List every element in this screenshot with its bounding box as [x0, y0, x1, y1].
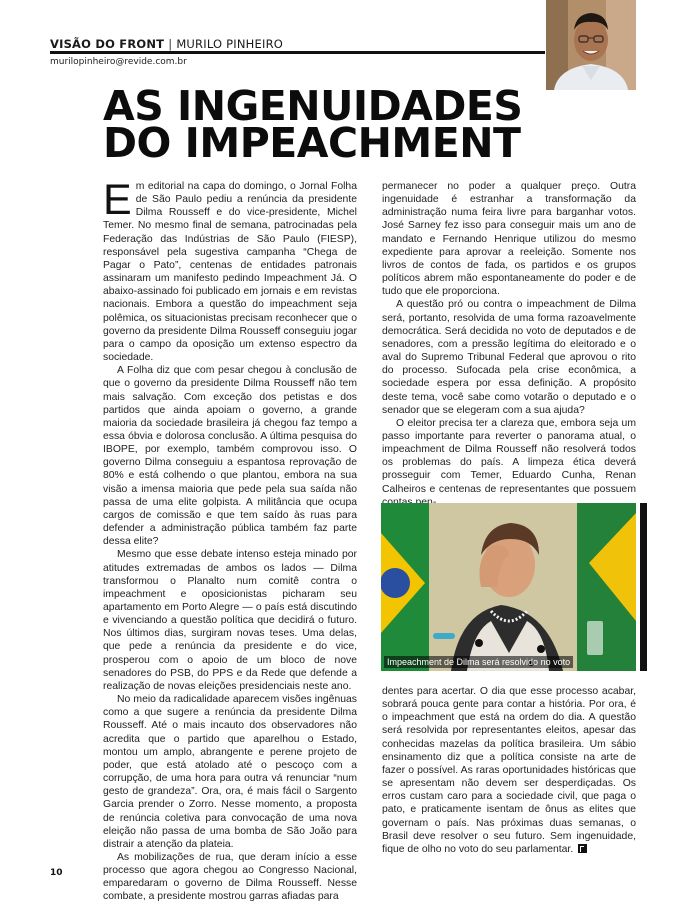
paragraph: dentes para acertar. O dia que esse processo acabar, sobrará pouca gente para contar a história. Por ora, é o impeachment que está na ordem do dia. A questão será resolvida por representantes eleitos, apesar das conhecidas mazelas da política brasileira. Um sábio ensinamento diz que a política consiste na arte de fazer o possível. As raras oportunidades históricas que se apresentam não devem ser desperdiçadas. Os erros custam caro para a sociedade civil, que paga o pato, e praticamente isentam de ônus as elites que governam o país. Nas próximas duas semanas, o Brasil deve resolver o seu futuro. Sem ingenuidade, fique de olho no voto do seu parlamentar.: [382, 686, 636, 855]
photo-caption: Impeachment de Dilma será resolvido no voto: [384, 656, 573, 668]
page-number: 10: [50, 868, 63, 878]
paragraph: Em editorial na capa do domingo, o Jornal Folha de São Paulo pediu a renúncia da presidente Dilma Rousseff e do vice-presidente, Michel Temer. No mesmo final de semana, patrocinadas pela Federação das Indústrias de São Paulo (FIESP), responsável pela sugestiva campanha “Chega de Pagar o Pato”, centenas de entidades patronais assinaram um manifesto pedindo Impeachment Já. O abaixo-assinado foi publicado em jornais e em revistas nacionais. Embora a questão do impeachment seja polêmica, os situacionistas precisam reconhecer que o governo da presidente Dilma Rousseff conseguiu jogar para o campo da oposição um extenso espectro da sociedade.: [103, 176, 357, 364]
drop-cap: E: [103, 176, 132, 224]
paragraph: A questão pró ou contra o impeachment de Dilma será, portanto, resolvida de uma forma razoavelmente democrática. Será decidida no voto de deputados e de senadores, com a pressão legítima do eleitorado e o aval do Supremo Tribunal Federal que aprovou o rito do processo. Sufocada pela crise econômica, a sociedade espera por essa definição. A propósito deste tema, você sabe como votarão o deputado e o senador que se elegeram com a sua ajuda?: [382, 299, 636, 416]
header-separator: |: [168, 37, 173, 51]
paragraph: As mobilizações de rua, que deram início a esse processo que agora chegou ao Congresso Nacional, emparedaram o governo de Dilma Rousseff. Nesse combate, a presidente mostrou garras afiadas para: [103, 851, 357, 903]
article-column-left: [103, 176, 357, 904]
author-photo: [546, 0, 636, 90]
article-column-right-bottom: [382, 685, 636, 856]
headline: [103, 82, 523, 167]
paragraph: Mesmo que esse debate intenso esteja minado por atitudes extremadas de ambos os lados — Dilma transformou o Planalto num comitê contra o impeachment e oposicionistas picharam seu apartamento em Porto Alegre — o país está discutindo e vivenciando a questão política que decidirá o futuro. Nos últimos dias, surgiram novas teses. Uma delas, que pede a renúncia da presidente e do vice, prosperou com o apoio de um bloco de nove senadores do PSB, do PPS e da Rede que defende a realização de novas eleições presidenciais neste ano.: [103, 549, 357, 692]
column-header: [50, 37, 283, 51]
paragraph: O eleitor precisa ter a clareza que, embora seja um passo importante para reverter o panorama atual, o impeachment de Dilma Rousseff não resolverá todos os problemas do país. A limpeza ética deverá prosseguir com Temer, Eduardo Cunha, Renan Calheiros e centenas de representantes que possuem: [382, 417, 636, 495]
paragraph: permanecer no poder a qualquer preço. Outra ingenuidade é estranhar a transformação da administração numa feira livre para barganhar votos. José Sarney fez isso para conseguir mais um ano de mandato e Fernando Henrique utilizou do mesmo expediente para aprovar a reeleição. Somente nos livros de contos de fada, os partidos e os grupos políticos abrem mão espontaneamente do poder e de tudo que ele proporciona.: [382, 181, 636, 298]
photo-side-bar: [640, 503, 647, 671]
author-name: MURILO PINHEIRO: [176, 37, 284, 51]
section-name: VISÃO DO FRONT: [50, 37, 165, 51]
paragraph: A Folha diz que com pesar chegou à conclusão de que o governo da presidente Dilma Rousseff não tem mais salvação. Com exceção dos petistas e dos partidos que ainda apoiam o governo, a grande maioria da sociedade brasileira já chegou faz tempo a essa óbvia e dolorosa conclusão. A última pesquisa do IBOPE, por exemplo, também comprovou isso. O governo Dilma conseguiu a espantosa reprovação de 80% e está colhendo o que plantou, embora na sua visão a imensa maioria que pede pela sua saída não passa de uma elite golpista. A militância que ocupa cargos de comissão e que tem saído às ruas para defender a administração pública também faz parte dessa elite?: [103, 365, 357, 548]
author-email: murilopinheiro@revide.com.br: [50, 57, 187, 67]
header-rule: [50, 51, 545, 54]
article-photo: [381, 503, 636, 671]
article-column-right-top: [382, 180, 636, 509]
headline-line-2: DO IMPEACHMENT: [103, 119, 521, 167]
paragraph: No meio da radicalidade aparecem visões ingênuas como a que sugere a renúncia da presidente Dilma Rousseff. Até o mais incauto dos observadores não acredita que o partido que aparelhou o Estado, montou um amplo, abrangente e perene projeto de poder, que está atolado até o pescoço com a corrupção, de uma hora para outra vá renunciar “num gesto de grandeza”. Ora, ora, é mais fácil o Sargento Garcia prender o Zorro. Nesse momento, a proposta de renúncia coletiva para convocação de uma nova eleição não passa de uma bomba de São João para distrair a atenção da plateia.: [103, 694, 357, 850]
end-of-article-icon: [578, 844, 587, 853]
headline-line-1: AS INGENUIDADES: [103, 82, 523, 130]
